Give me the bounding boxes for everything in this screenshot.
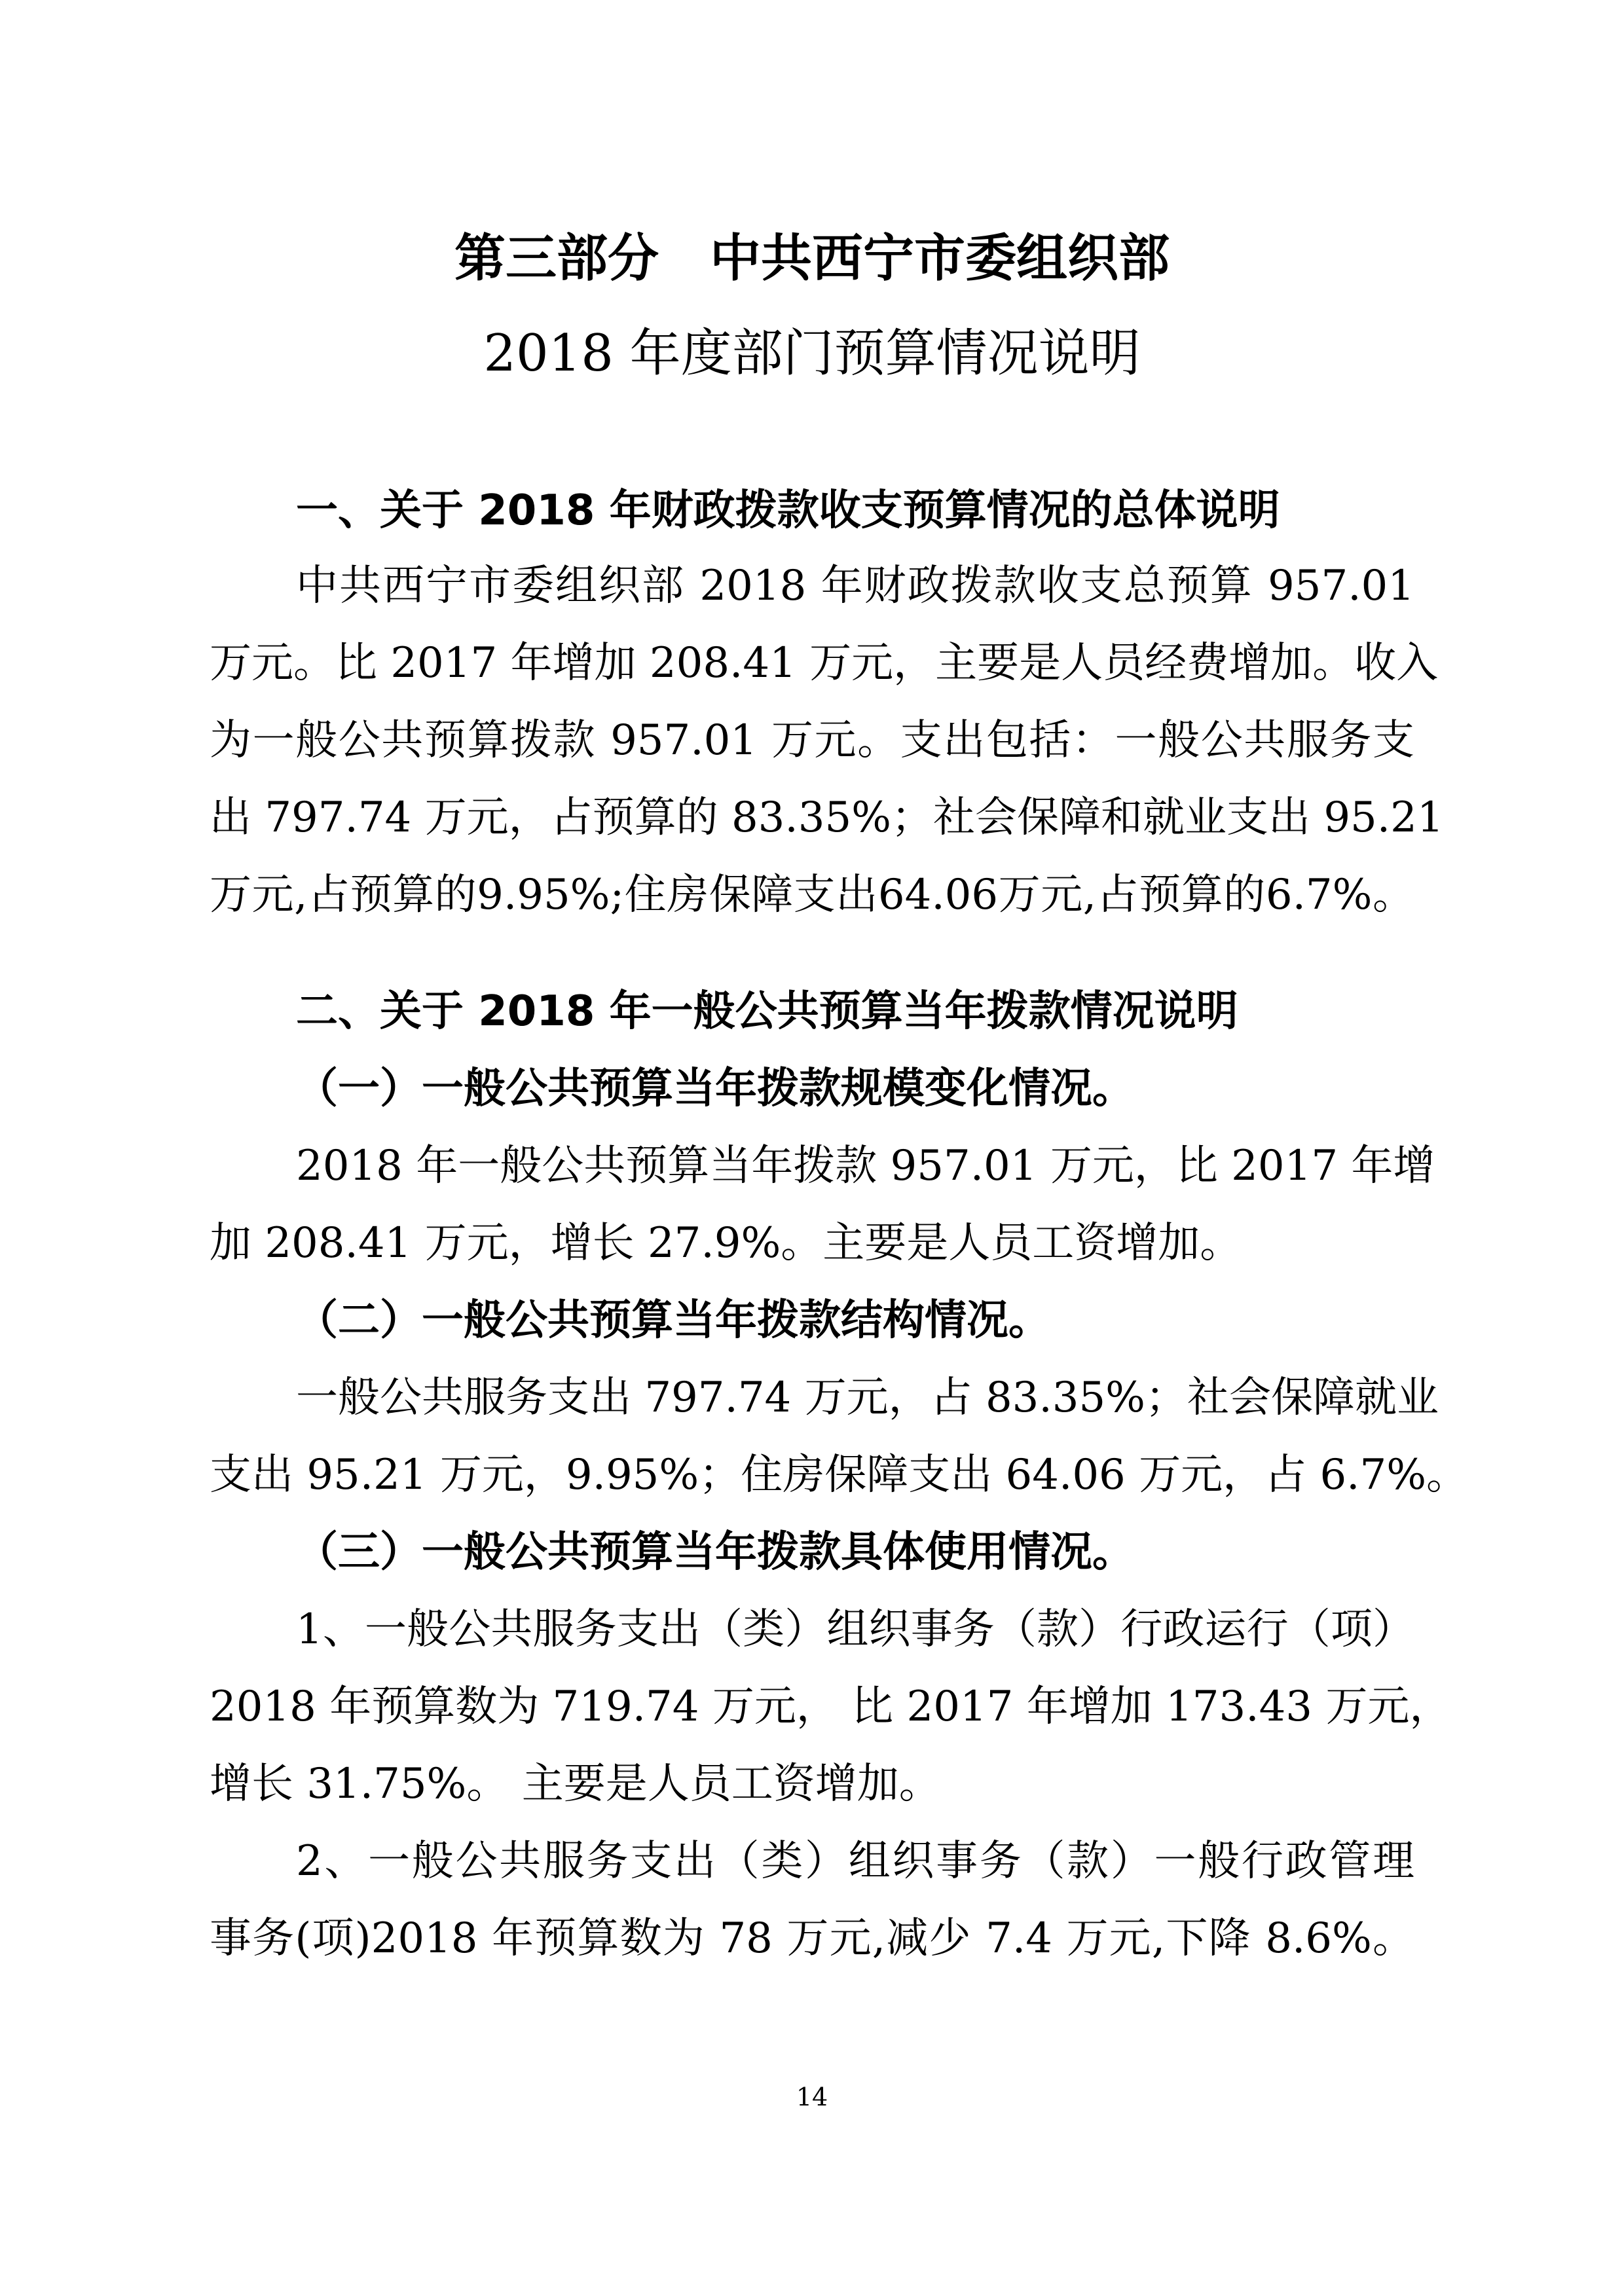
- paragraph-line: 2018 年一般公共预算当年拨款 957.01 万元，比 2017 年增: [296, 1142, 1435, 1190]
- subsection3-heading: （三）一般公共预算当年拨款具体使用情况。: [296, 1527, 1134, 1576]
- paragraph-line: 中共西宁市委组织部 2018 年财政拨款收支总预算 957.01: [296, 562, 1414, 610]
- page-number: 14: [796, 2083, 828, 2111]
- paragraph-line: 2、一般公共服务支出（类）组织事务（款）一般行政管理: [296, 1837, 1414, 1886]
- subsection1-heading: （一）一般公共预算当年拨款规模变化情况。: [296, 1064, 1134, 1113]
- subsection2-heading: （二）一般公共预算当年拨款结构情况。: [296, 1296, 1050, 1345]
- paragraph-line: 加 208.41 万元，增长 27.9%。主要是人员工资增加。: [210, 1219, 1242, 1267]
- document-title-line1: 第三部分 中共西宁市委组织部: [454, 228, 1170, 288]
- document-title-line2: 2018 年度部门预算情况说明: [483, 324, 1141, 383]
- paragraph-line: 为一般公共预算拨款 957.01 万元。支出包括：一般公共服务支: [210, 716, 1414, 765]
- paragraph-line: 事务(项)2018 年预算数为 78 万元,减少 7.4 万元,下降 8.6%。: [210, 1914, 1414, 1963]
- paragraph-line: 2018 年预算数为 719.74 万元， 比 2017 年增加 173.43 万元，: [210, 1683, 1452, 1731]
- paragraph-line: 万元。比 2017 年增加 208.41 万元，主要是人员经费增加。收入: [210, 639, 1439, 687]
- section1-heading: 一、关于 2018 年财政拨款收支预算情况的总体说明: [296, 486, 1280, 535]
- paragraph-line: 出 797.74 万元，占预算的 83.35%；社会保障和就业支出 95.21: [210, 793, 1444, 842]
- paragraph-line: 增长 31.75%。 主要是人员工资增加。: [210, 1760, 941, 1808]
- paragraph-line: 支出 95.21 万元，9.95%；住房保障支出 64.06 万元，占 6.7%。: [210, 1451, 1469, 1499]
- section2-heading: 二、关于 2018 年一般公共预算当年拨款情况说明: [296, 987, 1238, 1036]
- paragraph-line: 一般公共服务支出 797.74 万元，占 83.35%；社会保障就业: [296, 1374, 1439, 1422]
- paragraph-line: 万元,占预算的9.95%;住房保障支出64.06万元,占预算的6.7%。: [210, 871, 1414, 919]
- paragraph-line: 1、一般公共服务支出（类）组织事务（款）行政运行（项）: [296, 1605, 1414, 1654]
